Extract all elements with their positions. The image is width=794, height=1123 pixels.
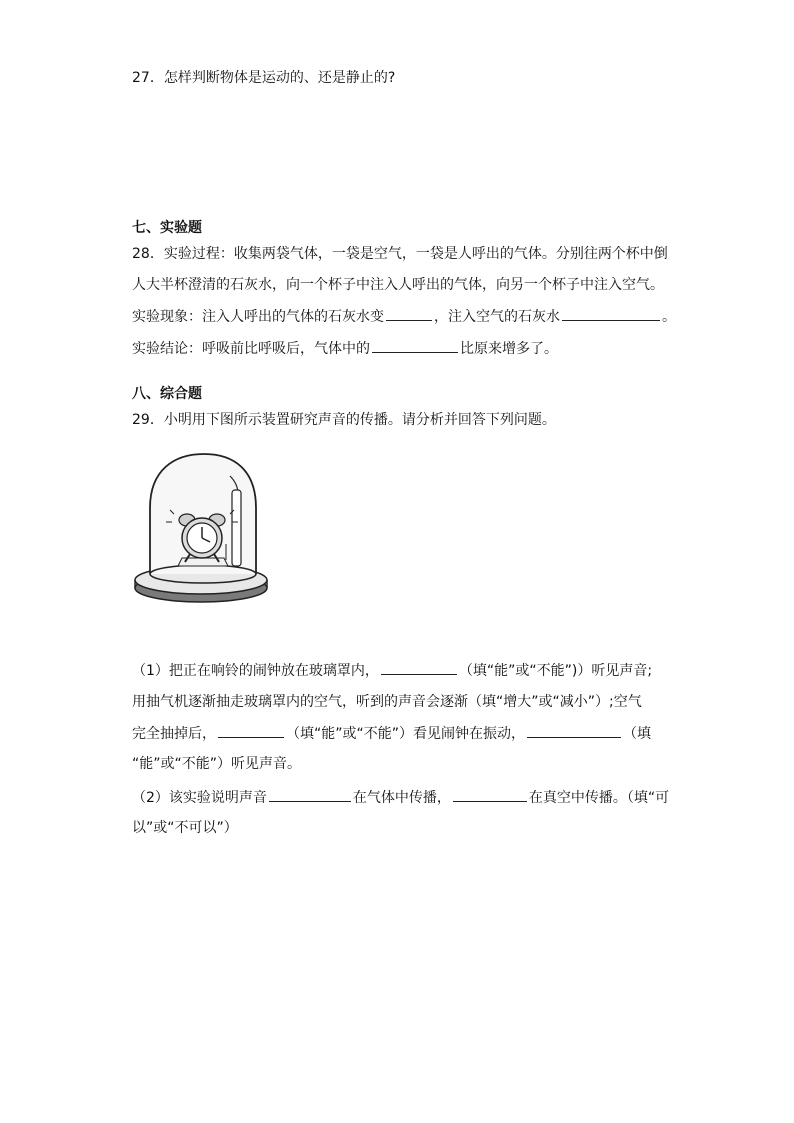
phenomenon-air-label: ，注入空气的石灰水	[434, 309, 560, 325]
question-28-line-1: 28．实验过程：收集两袋气体，一袋是空气，一袋是人呼出的气体。分别往两个杯中倒	[132, 246, 668, 262]
part2-text-c: 在真空中传播。（填“可	[528, 790, 670, 806]
part2-text-b: 在气体中传播，	[352, 790, 451, 806]
answer-blank-hear-in-vacuum[interactable]	[527, 723, 621, 738]
answer-blank-see-vibration[interactable]	[218, 723, 284, 738]
answer-blank-limewater-air[interactable]	[562, 306, 660, 321]
part1-text-d: （填“能”或“不能”）看见闹钟在振动，	[286, 726, 526, 742]
question-29-part2-line-2: 以”或“不可以”）	[132, 820, 238, 836]
answer-blank-hear-sound[interactable]	[381, 660, 457, 675]
part2-text-a: （2）该实验说明声音	[132, 790, 267, 806]
question-29-part1-line-1	[132, 660, 652, 681]
question-28-line-2: 人大半杯澄清的石灰水，向一个杯子中注入人呼出的气体，向另一个杯子中注入空气。	[132, 277, 664, 293]
question-29-part2-line-1	[132, 787, 669, 808]
question-29-part1-line-3	[132, 723, 651, 744]
part1-text-a: （1）把正在响铃的闹钟放在玻璃罩内，	[132, 663, 379, 679]
conclusion-label: 实验结论：呼吸前比呼吸后，气体中的	[132, 341, 370, 357]
question-28-line-3	[132, 306, 676, 327]
part1-text-c: 完全抽掉后，	[132, 726, 216, 742]
section-title-experiment: 七、实验题	[132, 220, 202, 236]
part1-text-b: （填“能”或“不能”)）听见声音;	[458, 663, 653, 679]
answer-blank-vacuum-propagation[interactable]	[453, 787, 527, 802]
conclusion-end: 比原来增多了。	[460, 341, 558, 357]
bell-jar-figure	[130, 448, 278, 608]
answer-blank-gas-increase[interactable]	[372, 338, 458, 353]
period: 。	[662, 309, 676, 325]
phenomenon-label: 实验现象：注入人呼出的气体的石灰水变	[132, 309, 384, 325]
answer-blank-gas-propagation[interactable]	[269, 787, 351, 802]
question-29-part1-line-2: 用抽气机逐渐抽走玻璃罩内的空气，听到的声音会逐渐（填“增大”或“减小”）;空气	[132, 694, 642, 710]
answer-blank-limewater-change[interactable]	[386, 306, 432, 321]
question-28-line-4	[132, 338, 558, 359]
section-title-comprehensive: 八、综合题	[132, 386, 202, 402]
question-29-part1-line-4: “能”或“不能”）听见声音。	[132, 756, 302, 772]
question-29-intro: 29．小明用下图所示装置研究声音的传播。请分析并回答下列问题。	[132, 412, 556, 428]
part1-text-e: （填	[623, 726, 652, 742]
question-27: 27．怎样判断物体是运动的、还是静止的?	[132, 70, 396, 86]
